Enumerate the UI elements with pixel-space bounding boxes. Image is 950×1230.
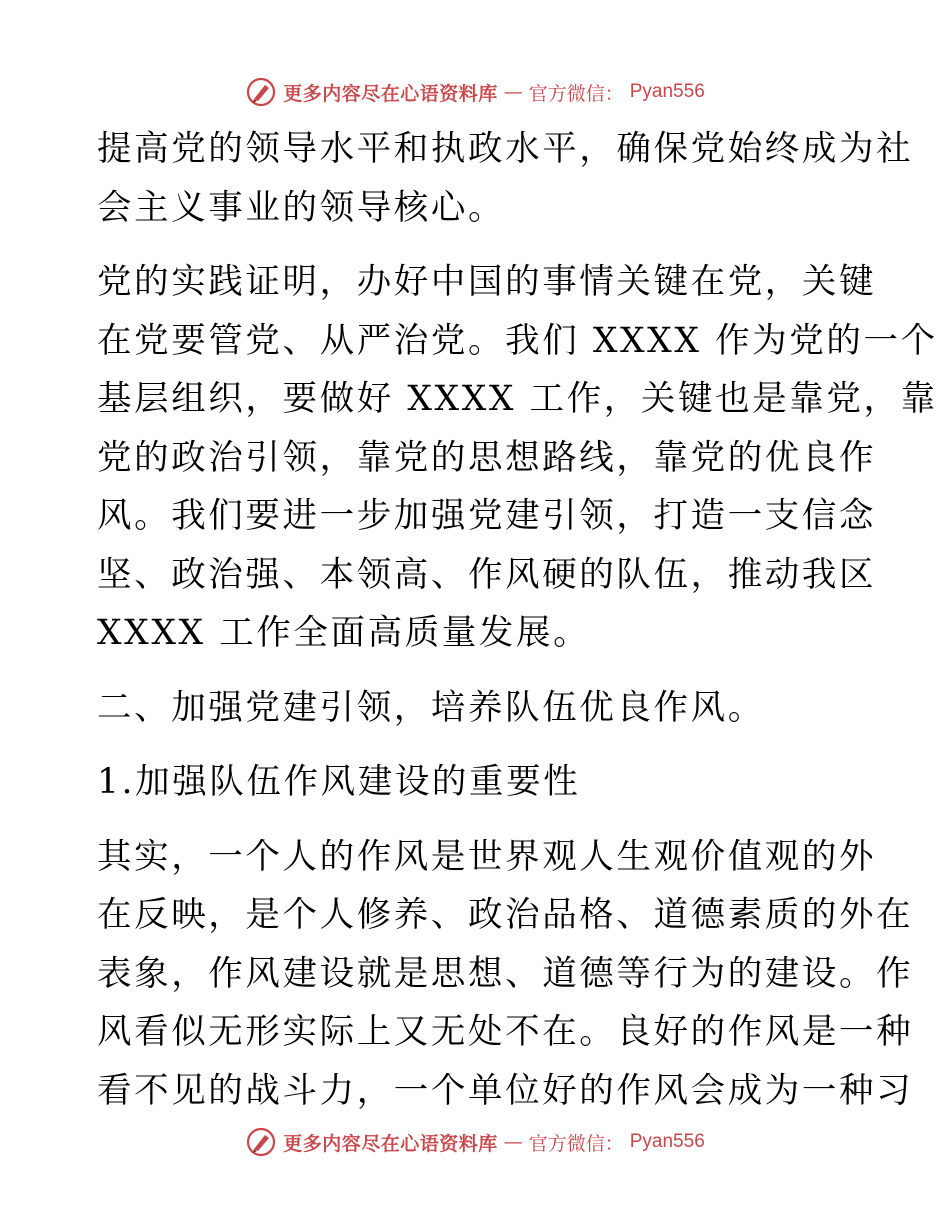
text-line: 在党要管党、从严治党。我们 XXXX 作为党的一个 xyxy=(97,320,938,361)
pen-logo-icon xyxy=(245,1126,277,1158)
text-line: 表象，作风建设就是思想、道德等行为的建设。作 xyxy=(97,953,914,994)
heading-line: 1.加强队伍作风建设的重要性 xyxy=(97,762,581,802)
subsection-heading xyxy=(97,753,857,812)
document-body xyxy=(97,120,938,1120)
text-line: XXXX 工作全面高质量发展。 xyxy=(97,613,591,653)
text-line: 风看似无形实际上又无处不在。良好的作风是一种 xyxy=(97,1012,914,1052)
watermark-site-text: 更多内容尽在心语资料库 xyxy=(283,82,498,105)
text-line: 提高党的领导水平和执政水平，确保党始终成为社 xyxy=(97,129,914,169)
paragraph-1 xyxy=(97,120,914,237)
watermark-wechat-id: Pyan556 xyxy=(629,1131,705,1152)
text-line: 基层组织，要做好 XXXX 工作，关键也是靠党，靠 xyxy=(97,379,938,419)
header-watermark xyxy=(0,72,950,112)
footer-watermark xyxy=(0,1122,950,1162)
text-line: 其实，一个人的作风是世界观人生观价值观的外 xyxy=(97,836,877,877)
watermark-wechat-label: 官方微信： xyxy=(528,82,624,105)
paragraph-3 xyxy=(97,828,914,1121)
watermark-wechat-label: 官方微信： xyxy=(528,1132,624,1155)
text-line: 会主义事业的领导核心。 xyxy=(97,187,506,228)
text-line: 在反映，是个人修养、政治品格、道德素质的外在 xyxy=(97,895,914,935)
pen-logo-icon xyxy=(245,76,277,108)
watermark-wechat-id: Pyan556 xyxy=(629,81,705,102)
watermark-separator: — xyxy=(503,1131,523,1153)
watermark-separator: — xyxy=(503,81,523,103)
text-line: 看不见的战斗力，一个单位好的作风会成为一种习 xyxy=(97,1070,914,1111)
text-line: 风。我们要进一步加强党建引领，打造一支信念 xyxy=(97,496,877,536)
text-line: 党的实践证明，办好中国的事情关键在党，关键 xyxy=(97,262,877,302)
text-line: 坚、政治强、本领高、作风硬的队伍，推动我区 xyxy=(97,554,877,595)
paragraph-2 xyxy=(97,253,938,663)
watermark-site-text: 更多内容尽在心语资料库 xyxy=(283,1132,498,1155)
section-heading xyxy=(97,679,857,738)
text-line: 党的政治引领，靠党的思想路线，靠党的优良作 xyxy=(97,437,877,478)
heading-line: 二、加强党建引领，培养队伍优良作风。 xyxy=(97,687,765,728)
